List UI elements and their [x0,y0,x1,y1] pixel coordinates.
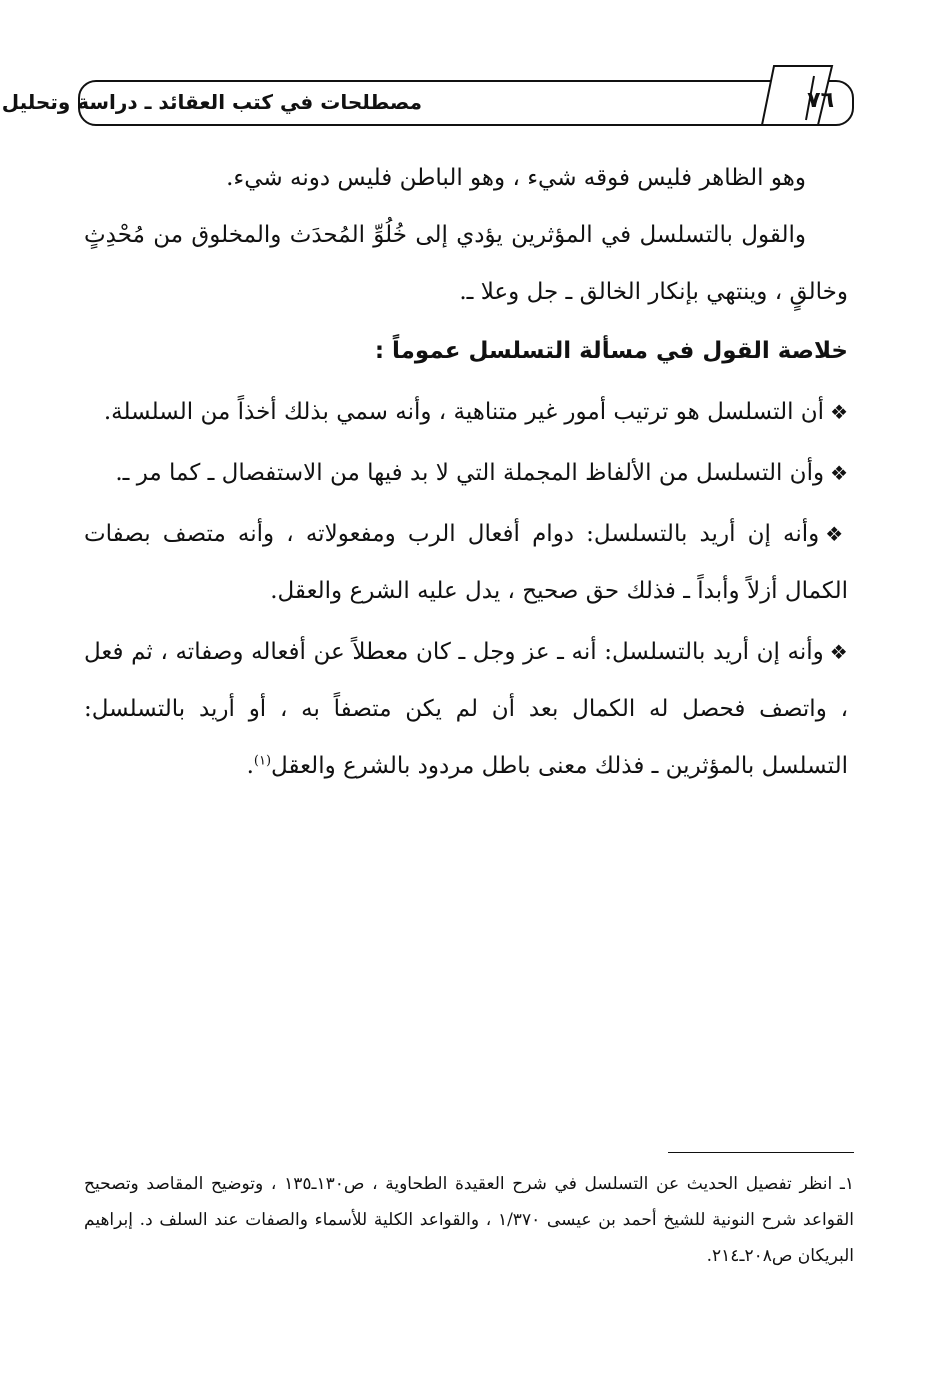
footnote-1: ١ـ انظر تفصيل الحديث عن التسلسل في شرح العقيدة الطحاوية ، ص١٣٠ـ١٣٥ ، وتوضيح المقاصد وتصحيح القواعد شرح النونية للشيخ أحمد بن عيسى ١/٣٧٠ ، والقواعد الكلية للأسماء والصفات عند السلف د. إبراهيم البريكان ص٢٠٨ـ٢١٤. [84,1174,855,1266]
diamond-bullet-icon: ❖ [830,400,848,424]
main-text [84,150,848,799]
paragraph-2: والقول بالتسلسل في المؤثرين يؤدي إلى خُلُوِّ المُحدَث والمخلوق من مُحْدِثٍ وخالقٍ ، وينتهي بإنكار الخالق ـ جل وعلا ـ. [84,222,848,305]
diamond-bullet-icon: ❖ [825,522,848,546]
bullet-text-3: وأنه إن أريد بالتسلسل: دوام أفعال الرب ومفعولاته ، وأنه متصف بصفات الكمال أزلاً وأبداً ـ فذلك حق صحيح ، يدل عليه الشرع والعقل. [84,521,848,604]
diamond-bullet-icon: ❖ [830,461,848,485]
footnote-separator [668,1152,854,1153]
bullet-item-2 [84,445,848,502]
paragraph-1: وهو الظاهر فليس فوقه شيء ، وهو الباطن فليس دونه شيء. [226,165,806,191]
bullet-text-4: وأنه إن أريد بالتسلسل: أنه ـ عز وجل ـ كان معطلاً عن أفعاله وصفاته ، ثم فعل ، واتصف فحصل له الكمال بعد أن لم يكن متصفاً به ، أو أريد بالتسلسل: التسلسل بالمؤثرين ـ فذلك معنى باطل مردود بالشرع والعقل [84,639,848,779]
page-number: ٧٦ [807,88,834,113]
bullet-item-4 [84,624,848,795]
bullet-text-1: أن التسلسل هو ترتيب أمور غير متناهية ، وأنه سمي بذلك أخذاً من السلسلة. [103,399,825,425]
diamond-bullet-icon: ❖ [829,640,848,664]
footnote-reference[interactable]: (١) [253,753,272,769]
header-title: مصطلحات في كتب العقائد ـ دراسة وتحليل [1,90,422,114]
running-header [1,80,854,126]
footnotes [84,1166,854,1274]
section-heading: خلاصة القول في مسألة التسلسل عموماً : [374,338,848,364]
bullet-text-4-end: . [246,753,254,779]
bullet-text-2: وأن التسلسل من الألفاظ المجملة التي لا بد فيها من الاستفصال ـ كما مر ـ. [115,460,825,486]
bullet-item-1 [84,384,848,441]
bullet-item-3 [84,506,848,620]
